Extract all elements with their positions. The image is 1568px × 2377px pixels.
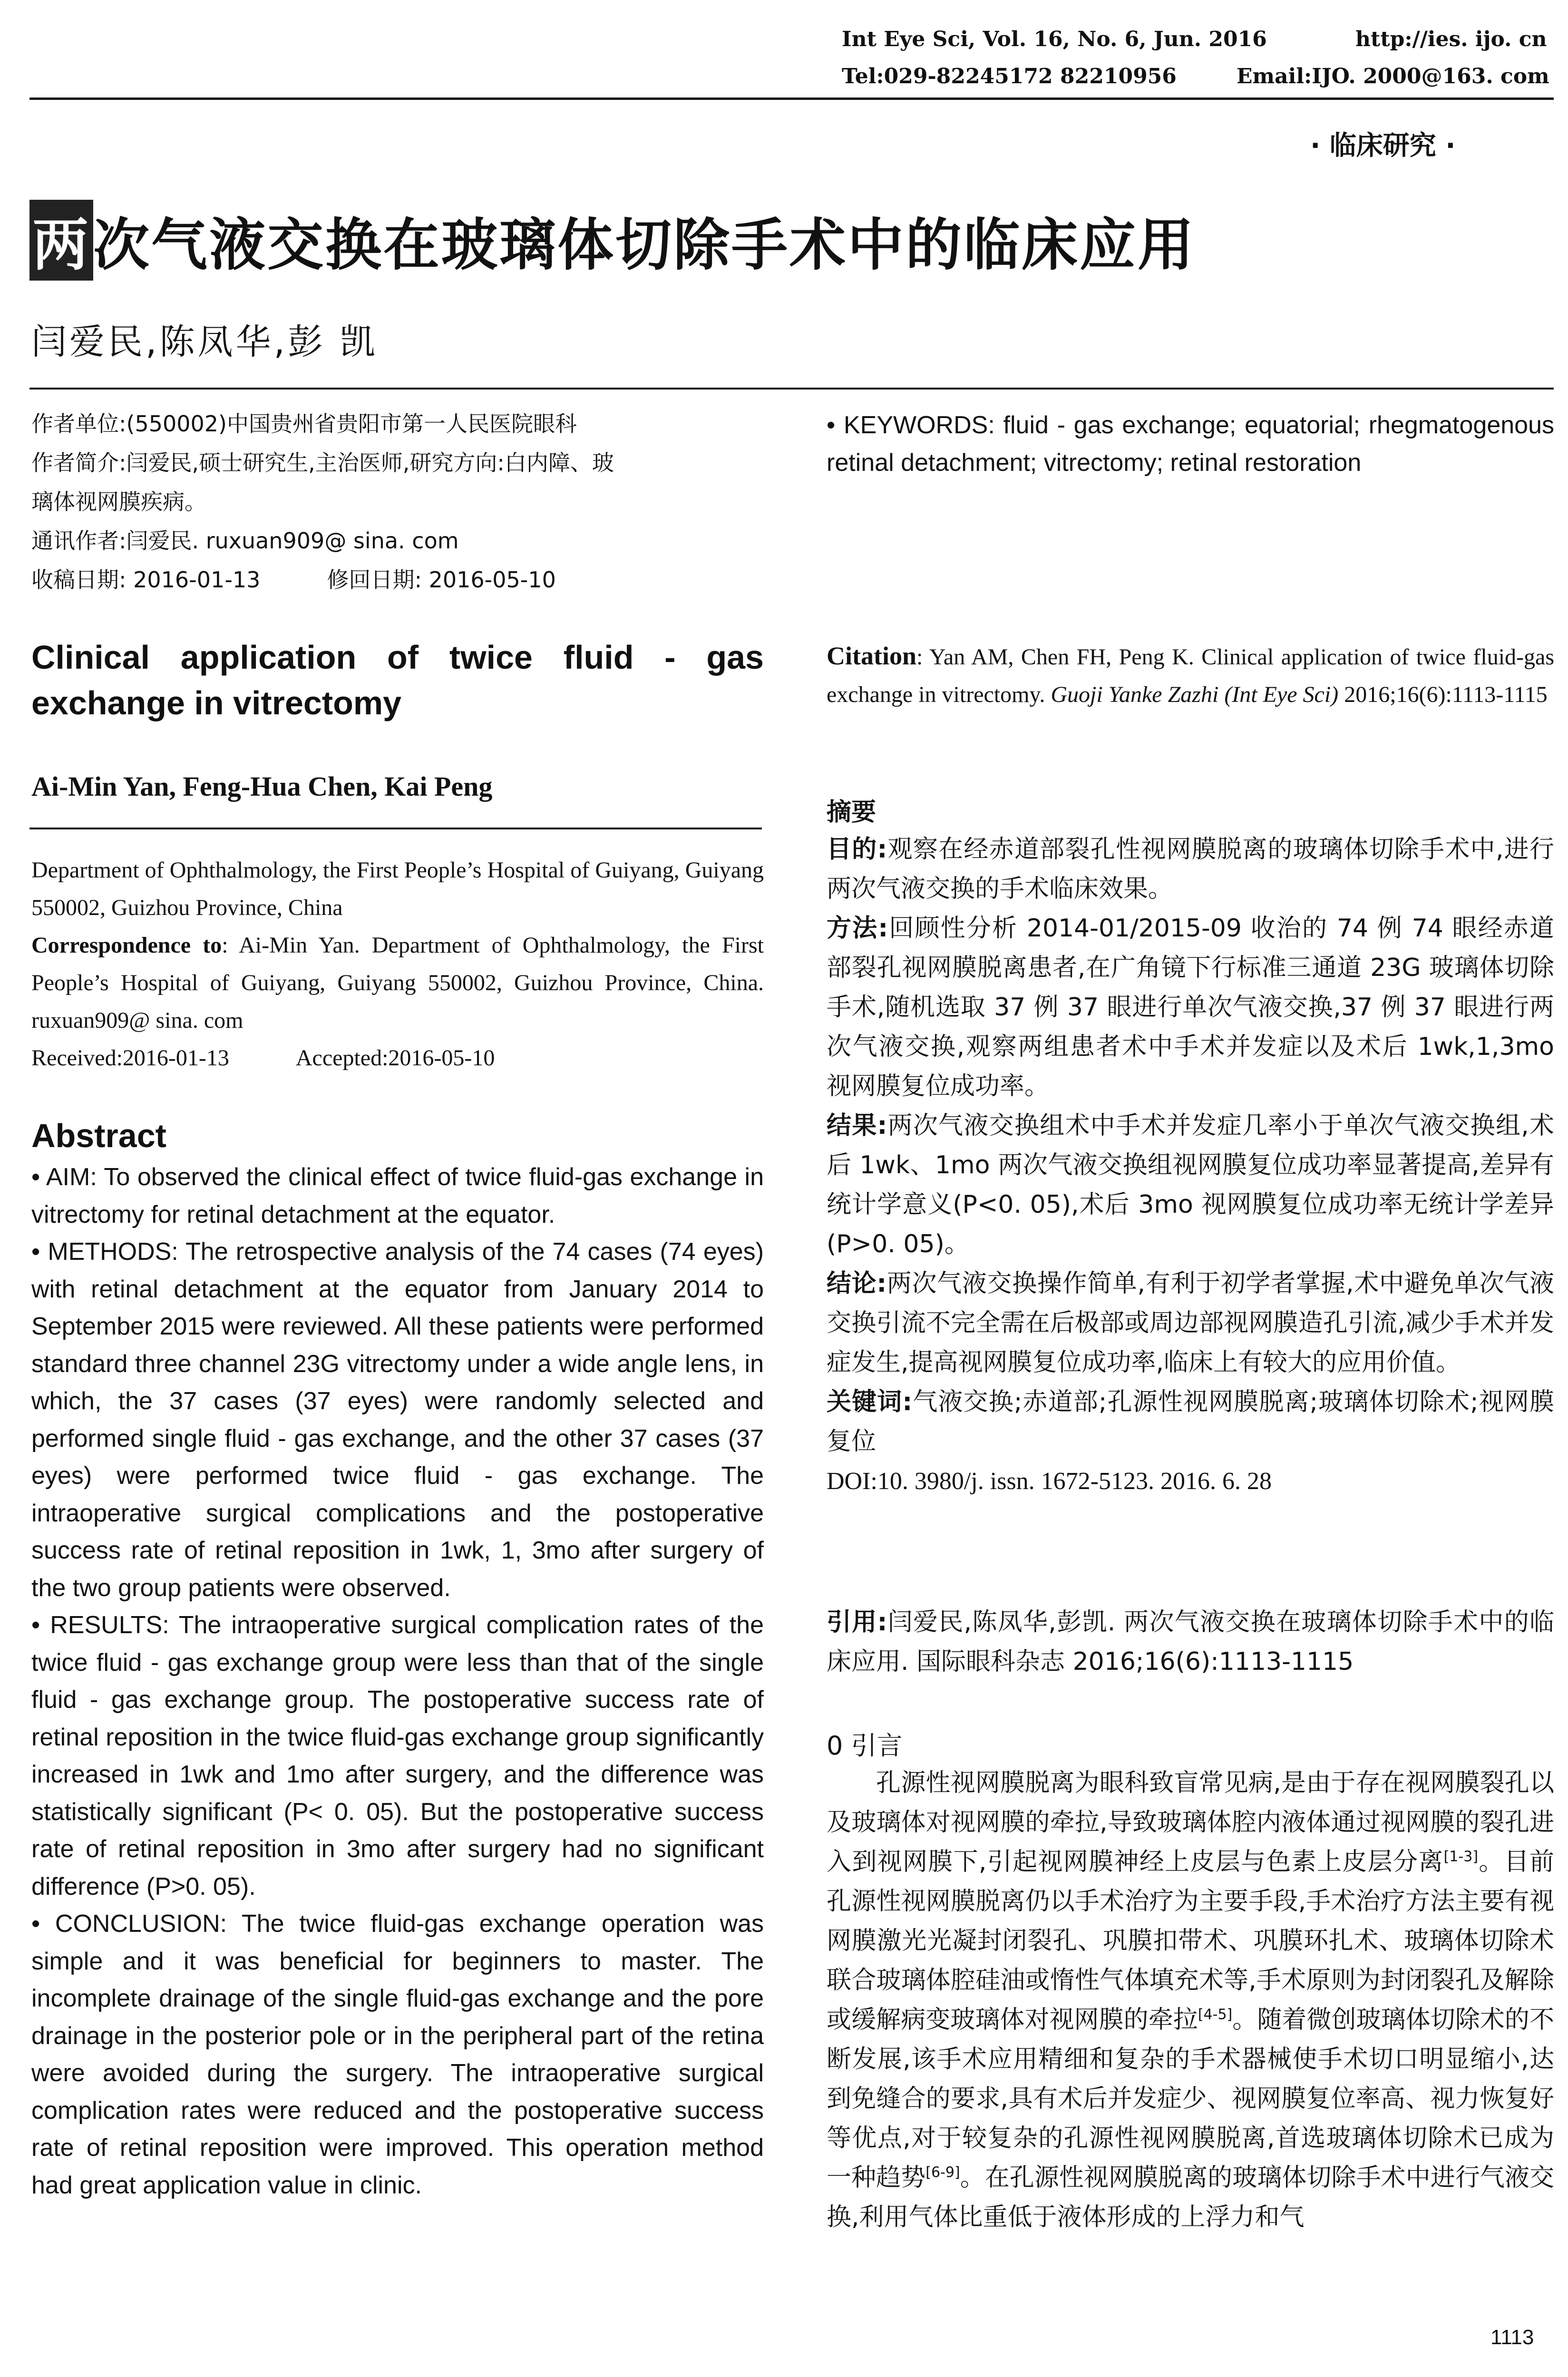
doi: DOI:10. 3980/j. issn. 1672-5123. 2016. 6. 28 [827,1468,1272,1495]
authors-en: Ai-Min Yan, Feng-Hua Chen, Kai Peng [31,771,493,802]
cn-keywords-label: 关键词: [827,1388,913,1416]
citation-journal: Guoji Yanke Zazhi (Int Eye Sci) [1051,682,1339,707]
abstract-cn-keywords [827,1383,1554,1461]
abstract-en-right [827,407,1554,481]
abstract-methods [31,1233,764,1607]
citation-cn [827,1603,1554,1682]
title-first-char: 两 [29,200,93,281]
abstract-cn-methods [827,909,1554,1106]
abstract-cn-aim [827,830,1554,909]
abstract-results [31,1607,764,1905]
journal-header-citation: Int Eye Sci, Vol. 16, No. 6, Jun. 2016 [842,27,1267,51]
cn-results-text: 两次气液交换组术中手术并发症几率小于单次气液交换组,术后 1wk、1mo 两次气液交换组视网膜复位成功率显著提高,差异有统计学意义(P<0. 05),术后 3mo 视网膜复位成功率无统计学差异(P>0. 05)。 [827,1111,1555,1258]
citation-label: Citation [827,642,916,670]
methods-text: The retrospective analysis of the 74 cases (74 eyes) with retinal detachment at the equator from January 2014 to September 2015 were reviewed. All these patients were performed standard three channel 23G vitrectomy under a wide angle lens, in which, the 37 cases (37 eyes) were randomly selected and performed single fluid - gas exchange, and the other 37 cases (37 eyes) were performed twice fluid - gas exchange. The intraoperative surgical complications and the postoperative success rate of retinal reposition in 1wk, 1, 3mo after surgery of the two group patients were observed. [31,1238,764,1602]
cite-cn-text: 闫爱民,陈凤华,彭凯. 两次气液交换在玻璃体切除手术中的临床应用. 国际眼科杂志 2016;16(6):1113-1115 [827,1608,1554,1676]
ref-4-5: [4-5] [1198,2006,1233,2023]
cn-methods-text: 回顾性分析 2014-01/2015-09 收治的 74 例 74 眼经赤道部裂孔视网膜脱离患者,在广角镜下行标准三通道 23G 玻璃体切除手术,随机选取 37 例 37 眼进行单次气液交换,37 例 37 眼进行两次气液交换,观察两组患者术中手术并发症以及术后 1wk,1,3mo 视网膜复位成功率。 [827,914,1554,1101]
aim-text: To observed the clinical effect of twice fluid-gas exchange in vitrectomy for retinal detachment at the equator. [31,1163,764,1228]
intro-paragraph [827,1763,1554,2237]
correspondence-label: Correspondence to [31,933,222,958]
author-intro-line2: 璃体视网膜疾病。 [31,489,206,515]
ref-6-9: [6-9] [925,2164,960,2181]
abstract-aim [31,1159,764,1233]
section-label: · 临床研究 · [1310,130,1456,161]
abstract-keywords [827,407,1554,481]
abstract-cn-conclusion [827,1264,1554,1383]
cn-results-label: 结果: [827,1111,887,1140]
results-label: • RESULTS: [31,1611,169,1639]
methods-label: • METHODS: [31,1238,178,1266]
keywords-text: fluid - gas exchange; equatorial; rhegmatogenous retinal detachment; vitrectomy; retinal restoration [827,411,1554,477]
cite-cn-label: 引用: [827,1608,887,1637]
cn-aim-text: 观察在经赤道部裂孔性视网膜脱离的玻璃体切除手术中,进行两次气液交换的手术临床效果。 [827,835,1555,903]
affiliation-dept: Department of Ophthalmology, the First People’s Hospital of Guiyang, Guiyang 550002, Guizhou Province, China [31,857,764,920]
abstract-conclusion [31,1905,764,2204]
correspondence-text: : Ai-Min Yan. Department of Ophthalmology, the First People’s Hospital of Guiyang, Guiyang 550002, Guizhou Province, China. ruxuan909@ sina. com [31,933,764,1033]
intro-part-c: 。随着微创玻璃体切除术的不断发展,该手术应用精细和复杂的手术器械使手术切口明显缩小,达到免缝合的要求,具有术后并发症少、视网膜复位率高、视力恢复好等优点,对于较复杂的孔源性视网膜脱离,首选玻璃体切除术已成为一种趋势 [827,2006,1554,2192]
abstract-cn-results [827,1106,1554,1264]
aim-label: • AIM: [31,1163,97,1191]
article-title-en: Clinical application of twice fluid - gas exchange in vitrectomy [31,639,764,721]
journal-header-email: Email:IJO. 2000@163. com [1237,64,1549,88]
authors-rule [29,828,762,829]
author-unit: 作者单位:(550002)中国贵州省贵阳市第一人民医院眼科 [31,411,577,437]
page-number: 1113 [1490,2326,1534,2349]
corresponding-author: 通讯作者:闫爱民. ruxuan909@ sina. com [31,528,459,554]
received-date-cn: 收稿日期: 2016-01-13 [31,567,261,593]
cn-conclusion-label: 结论: [827,1269,887,1298]
conclusion-label: • CONCLUSION: [31,1910,227,1938]
authors-cn: 闫爱民,陈凤华,彭 凯 [31,321,378,362]
dates-en [31,1039,764,1077]
journal-header-url: http://ies. ijo. cn [1355,27,1547,51]
citation-tail: 2016;16(6):1113-1115 [1338,682,1548,707]
title-rest: 次气液交换在玻璃体切除手术中的临床应用 [93,212,1196,278]
abstract-cn [827,830,1554,1501]
cn-methods-label: 方法: [827,914,888,943]
abstract-cn-heading: 摘要 [827,798,877,827]
keywords-label: • KEYWORDS: [827,411,995,439]
results-text: The intraoperative surgical complication rates of the twice fluid - gas exchange group were less than that of the single fluid - gas exchange group. The postoperative success rate of retinal reposition in the twice fluid-gas exchange group significantly increased in 1wk and 1mo after surgery, and the difference was statistically significant (P< 0. 05). But the postoperative success rate of retinal reposition in 3mo after surgery had no significant difference (P>0. 05). [31,1611,764,1900]
citation-en [827,637,1554,713]
intro-part-d: 。在孔源性视网膜脱离的玻璃体切除手术中进行气液交换,利用气体比重低于液体形成的上浮力和气 [827,2163,1554,2231]
author-intro-line1: 作者简介:闫爱民,硕士研究生,主治医师,研究方向:白内障、玻 [31,450,614,476]
abstract-en-left [31,1159,764,2204]
ref-1-3: [1-3] [1443,1848,1479,1865]
header-rule [29,97,1554,100]
cn-keywords-text: 气液交换;赤道部;孔源性视网膜脱离;玻璃体切除术;视网膜复位 [827,1388,1554,1456]
accepted-date-en: Accepted:2016-05-10 [295,1045,495,1071]
correspondence [31,926,764,1039]
cn-conclusion-text: 两次气液交换操作简单,有利于初学者掌握,术中避免单次气液交换引流不完全需在后极部或周边部视网膜造孔引流,减少手术并发症发生,提高视网膜复位成功率,临床上有较大的应用价值。 [827,1269,1554,1377]
intro-part-b: 。目前孔源性视网膜脱离仍以手术治疗为主要手段,手术治疗方法主要有视网膜激光光凝封闭裂孔、巩膜扣带术、巩膜环扎术、玻璃体切除术联合玻璃体腔硅油或惰性气体填充术等,手术原则为封闭裂孔及解除或缓解病变玻璃体对视网膜的牵拉 [827,1848,1554,2034]
dates-cn [31,560,764,599]
intro-heading: 0 引言 [827,1731,903,1761]
affiliation-en [31,851,764,1077]
revised-date-cn: 修回日期: 2016-05-10 [327,567,556,593]
intro-part-a: 孔源性视网膜脱离为眼科致盲常见病,是由于存在视网膜裂孔以及玻璃体对视网膜的牵拉,导致玻璃体腔内液体通过视网膜的裂孔进入到视网膜下,引起视网膜神经上皮层与色素上皮层分离 [827,1769,1554,1876]
author-info-cn [31,404,764,599]
abstract-heading: Abstract [31,1117,166,1154]
journal-header-tel: Tel:029-82245172 82210956 [842,64,1177,88]
received-date-en: Received:2016-01-13 [31,1045,229,1071]
cn-aim-label: 目的: [827,835,887,864]
citation-text: : Yan AM, Chen FH, Peng K. Clinical application of twice fluid-gas exchange in vitrectomy. [827,644,1554,707]
conclusion-text: The twice fluid-gas exchange operation was simple and it was beneficial for beginners to master. The incomplete drainage of the single fluid-gas exchange and the pore drainage in the posterior pole or in the peripheral part of the retina were avoided during the surgery. The intraoperative surgical complication rates were reduced and the postoperative success rate of retinal reposition were improved. This operation method had great application value in clinic. [31,1910,764,2199]
article-title-cn [29,200,1196,281]
intro-text [827,1763,1554,2237]
title-rule [29,388,1554,390]
